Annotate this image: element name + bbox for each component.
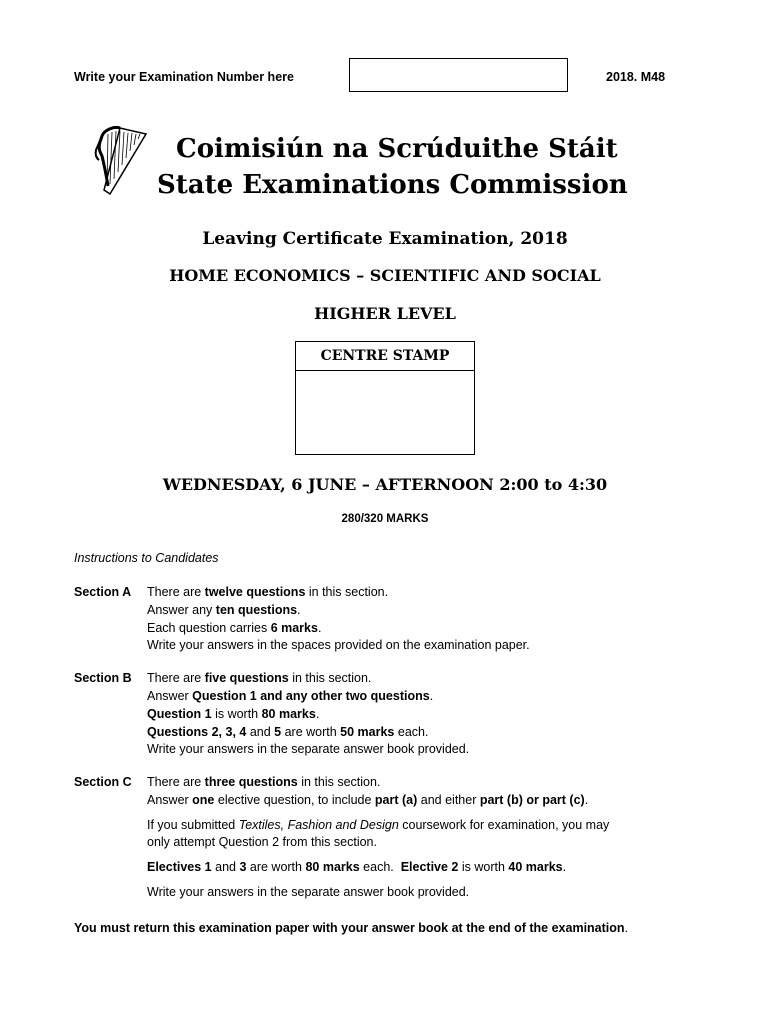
section-c-line-3: If you submitted Textiles, Fashion and Design coursework for examination, you may	[147, 818, 610, 832]
section-a-line-3: Each question carries 6 marks.	[147, 621, 322, 635]
section-a-label: Section A	[74, 585, 132, 599]
harp-logo-icon	[90, 124, 148, 198]
subject-title: HOME ECONOMICS – SCIENTIFIC AND SOCIAL	[169, 266, 601, 285]
exam-date-time: WEDNESDAY, 6 JUNE – AFTERNOON 2:00 to 4:30	[162, 475, 608, 494]
instructions-title: Instructions to Candidates	[74, 551, 219, 565]
level-title: HIGHER LEVEL	[314, 304, 456, 323]
section-a-line-1: There are twelve questions in this section.	[147, 585, 389, 599]
section-b-line-4: Questions 2, 3, 4 and 5 are worth 50 marks each.	[147, 725, 429, 739]
centre-stamp-label: CENTRE STAMP	[296, 342, 474, 371]
section-c-line-6: Write your answers in the separate answer book provided.	[147, 885, 470, 899]
section-a-line-2: Answer any ten questions.	[147, 603, 301, 617]
section-b-line-2: Answer Question 1 and any other two questions.	[147, 689, 434, 703]
exam-number-field[interactable]	[349, 58, 568, 92]
section-c-label: Section C	[74, 775, 132, 789]
centre-stamp-box	[295, 341, 475, 455]
section-b-line-5: Write your answers in the separate answer book provided.	[147, 742, 470, 756]
commission-title-irish: Coimisiún na Scrúduithe Stáit	[176, 134, 618, 164]
section-c-line-1: There are three questions in this section.	[147, 775, 381, 789]
exam-title: Leaving Certificate Examination, 2018	[202, 229, 568, 249]
section-b-label: Section B	[74, 671, 132, 685]
section-c-line-4: only attempt Question 2 from this section.	[147, 835, 377, 849]
return-paper-notice: You must return this examination paper with your answer book at the end of the examination.	[74, 921, 629, 935]
exam-number-label: Write your Examination Number here	[74, 70, 294, 84]
paper-code: 2018. M48	[606, 70, 666, 84]
section-c-line-2: Answer one elective question, to include part (a) and either part (b) or part (c).	[147, 793, 589, 807]
section-b-line-1: There are five questions in this section.	[147, 671, 372, 685]
total-marks: 280/320 MARKS	[341, 513, 429, 525]
section-c-line-5: Electives 1 and 3 are worth 80 marks each. Elective 2 is worth 40 marks.	[147, 860, 567, 874]
commission-title-english: State Examinations Commission	[157, 170, 628, 200]
section-b-line-3: Question 1 is worth 80 marks.	[147, 707, 320, 721]
section-a-line-4: Write your answers in the spaces provided on the examination paper.	[147, 638, 530, 652]
